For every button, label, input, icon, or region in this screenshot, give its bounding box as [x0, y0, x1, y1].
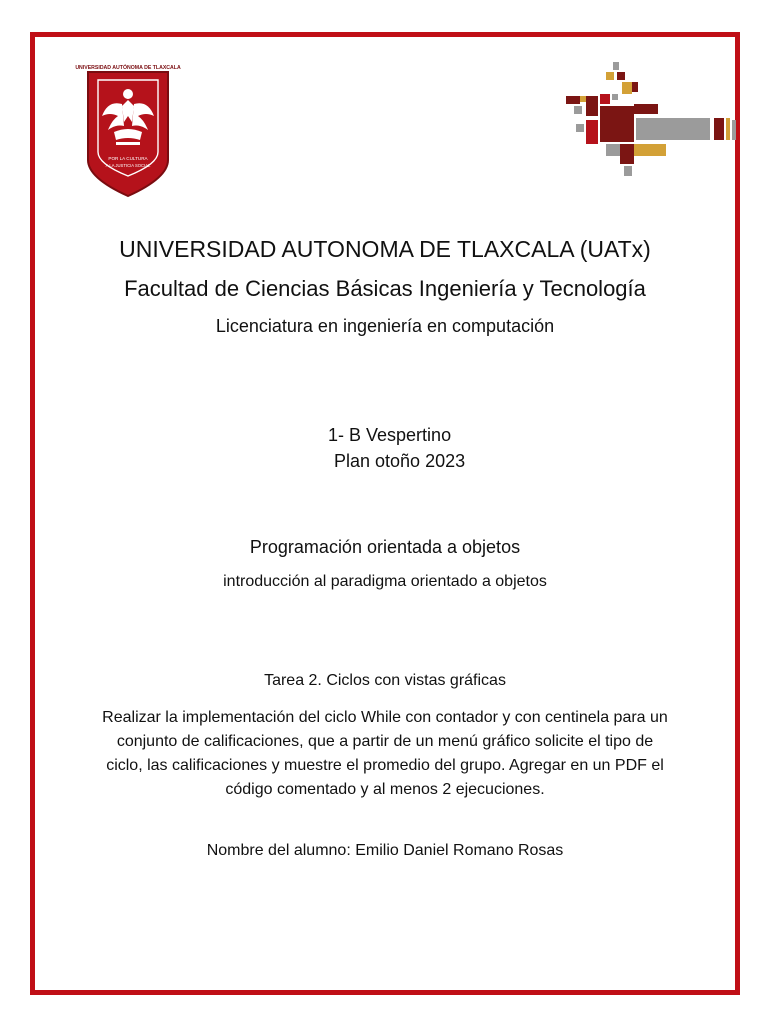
course-topic: introducción al paradigma orientado a objetos [223, 573, 547, 590]
university-name: UNIVERSIDAD AUTONOMA DE TLAXCALA (UATx) [119, 236, 651, 262]
group-label: 1- B Vespertino [328, 425, 452, 445]
degree-name: Licenciatura en ingeniería en computación [215, 316, 555, 336]
university-seal-logo [75, 60, 181, 200]
seal-top-text: UNIVERSIDAD AUTÓNOMA DE TLAXCALA [75, 65, 181, 71]
assignment-title: Tarea 2. Ciclos con vistas gráficas [264, 672, 506, 689]
student-name: Nombre del alumno: Emilio Daniel Romano Rosas [206, 842, 564, 859]
course-title: Programación orientada a objetos [249, 537, 521, 557]
faculty-mosaic-logo [560, 60, 736, 180]
assignment-description: Realizar la implementación del ciclo While con contador y con centinela para un conjunto de calificaciones, que a partir de un menú gráfico solicite el tipo de ciclo, las calificaciones y muestre el promedio del grupo. Agregar en un PDF el código comentado y al menos 2 ejecuciones. [102, 709, 668, 798]
plan-label: Plan otoño 2023 [334, 451, 466, 471]
seal-motto-line2: A LA JUSTICIA SOCIAL [105, 163, 151, 168]
seal-motto-line1: POR LA CULTURA [108, 156, 148, 161]
faculty-name: Facultad de Ciencias Básicas Ingeniería y Tecnología [124, 276, 646, 301]
